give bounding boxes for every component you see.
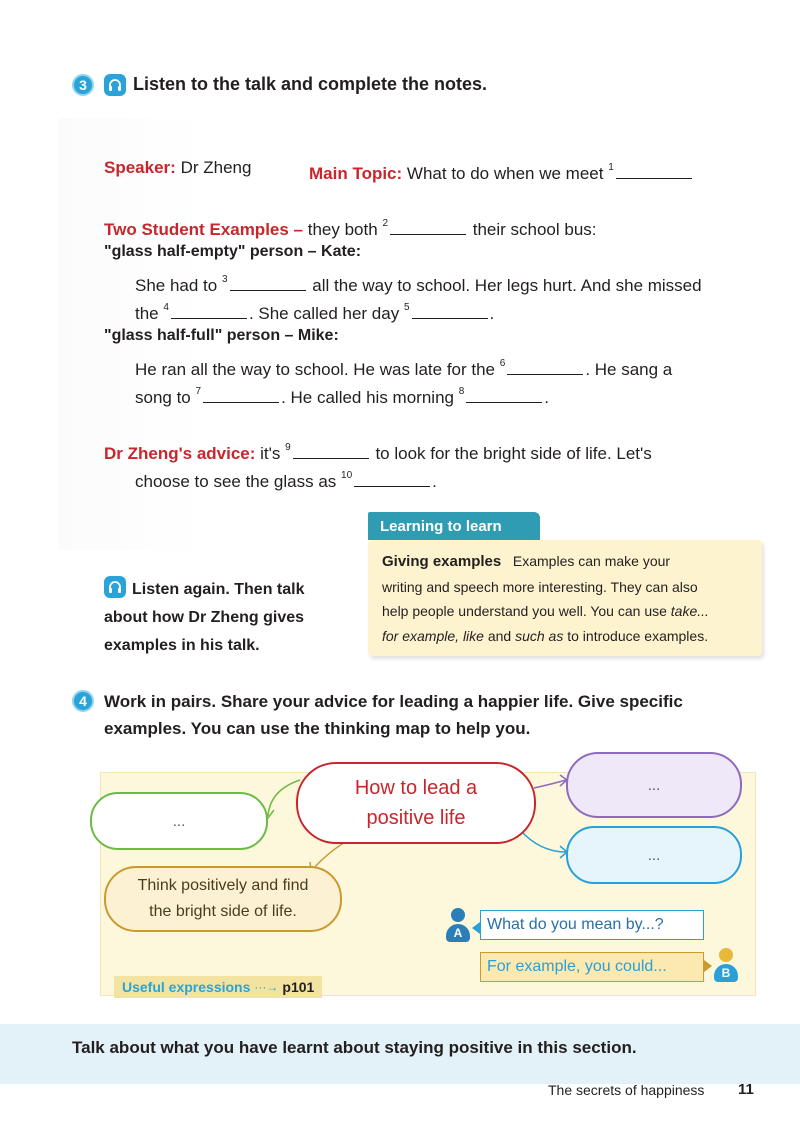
advice-line-1: Dr Zheng's advice: it's $^9$ to look for the bright side of life. Let's	[104, 442, 652, 463]
headphones-icon[interactable]	[104, 74, 126, 96]
exercise-4-badge: 4	[72, 690, 94, 712]
examples-line: Two Student Examples – they both $^2$ their school bus:	[104, 218, 597, 239]
mike-line-2: song to $^7$ . He called his morning $^8$ .	[135, 386, 550, 407]
speech-pointer-icon	[472, 922, 480, 934]
useful-expressions-link[interactable]: Useful expressions ···→ p101	[114, 976, 322, 998]
blank-1[interactable]	[616, 163, 692, 179]
blank-4[interactable]	[171, 303, 247, 319]
speaker-line: Speaker: Dr Zheng	[104, 158, 252, 177]
blank-2[interactable]	[390, 219, 466, 235]
kate-line-1: She had to $^3$ all the way to school. Her legs hurt. And she missed	[135, 274, 702, 295]
page-number: 11	[738, 1081, 754, 1098]
blank-3[interactable]	[230, 275, 306, 291]
listen-again-instruction: Listen again. Then talk about how Dr Zheng gives examples in his talk.	[104, 581, 305, 654]
exercise-3-badge: 3	[72, 74, 94, 96]
blank-6[interactable]	[507, 359, 583, 375]
glass-half-full-heading: "glass half-full" person – Mike:	[104, 327, 339, 344]
example-idea-bubble: Think positively and find the bright side of life.	[104, 866, 342, 932]
blank-8[interactable]	[466, 387, 542, 403]
blank-7[interactable]	[203, 387, 279, 403]
glass-half-empty-heading: "glass half-empty" person – Kate:	[104, 243, 362, 260]
blank-5[interactable]	[412, 303, 488, 319]
speaker-a-avatar-icon: A	[444, 908, 472, 942]
kate-line-2: the $^4$ . She called her day $^5$ .	[135, 302, 495, 323]
learning-to-learn-tab: Learning to learn	[368, 512, 540, 540]
blank-10[interactable]	[354, 471, 430, 487]
left-idea-bubble[interactable]: ...	[90, 792, 268, 850]
speaker-a-speech: What do you mean by...?	[480, 910, 704, 940]
footer-section-title: The secrets of happiness	[548, 1082, 705, 1098]
advice-line-2: choose to see the glass as $^{10}$ .	[135, 470, 437, 491]
learning-to-learn-text: Giving examples Examples can make your writing and speech more interesting. They can also help people understand you well. You can use take... for example, like and such as to introduce examples.	[382, 553, 709, 644]
speech-pointer-icon	[704, 960, 712, 972]
exercise-4-instruction: Work in pairs. Share your advice for leading a happier life. Give specific examples. You can use the thinking map to help you.	[104, 692, 683, 738]
mike-line-1: He ran all the way to school. He was late for the $^6$ . He sang a	[135, 358, 673, 379]
blue-idea-bubble[interactable]: ...	[566, 826, 742, 884]
blank-9[interactable]	[293, 443, 369, 459]
exercise-3-instruction: Listen to the talk and complete the notes.	[133, 74, 488, 94]
speaker-b-speech: For example, you could...	[480, 952, 704, 982]
purple-idea-bubble[interactable]: ...	[566, 752, 742, 818]
center-topic-bubble: How to lead a positive life	[296, 762, 536, 844]
reflection-prompt: Talk about what you have learnt about staying positive in this section.	[72, 1038, 637, 1057]
main-topic-line: Main Topic: What to do when we meet $^1$	[309, 154, 694, 188]
speaker-b-avatar-icon: B	[712, 948, 740, 982]
